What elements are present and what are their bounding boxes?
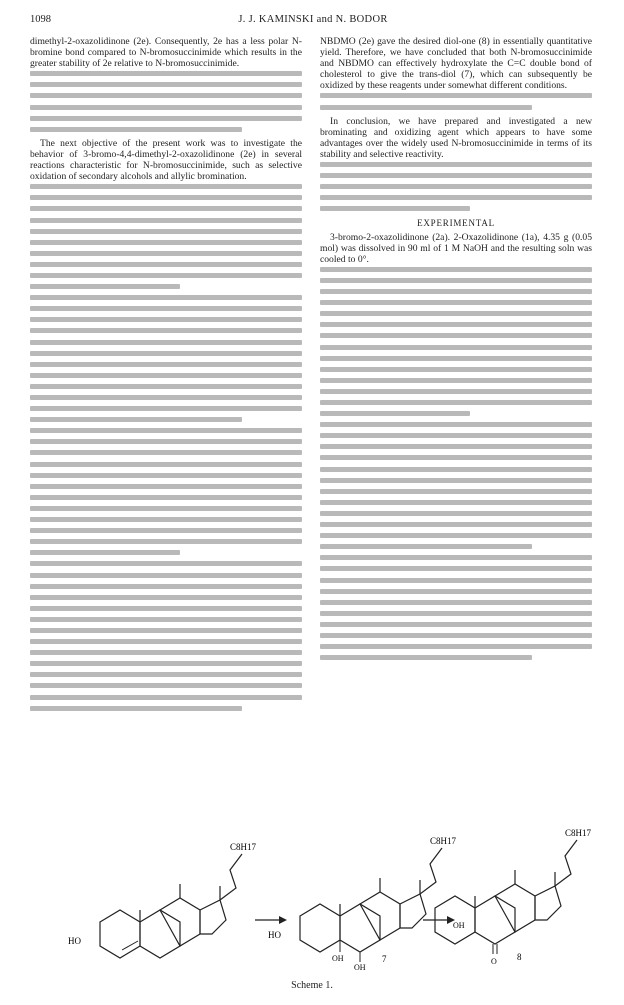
page-number: 1098 <box>30 14 51 25</box>
right-paragraph-1: NBDMO (2e) gave the desired diol-one (8) in essentially quantitative yield. Therefore, we have concluded that both N-bromosuccinimide and NBDMO can effectively hydroxylate the C=C double bond of cholesterol to give the trans-diol (7), which can subsequently be oxidized by these reagents under somewhat different conditions. <box>320 36 592 92</box>
left-paragraph-2: The next objective of the present work was to investigate the behavior of 3-bromo-4,4-dimethyl-2-oxazolidinone (2e) in several reactions characteristic for N-bromosuccinimide, such as selective oxidation of secondary alcohols and allylic bromination. <box>30 137 302 183</box>
diol-one-structure-8 <box>435 828 592 966</box>
right-paragraph-1-remainder <box>320 93 592 109</box>
label-o-8: O <box>491 957 497 966</box>
compound-number-7: 7 <box>382 954 387 964</box>
label-oh-8: OH <box>453 921 465 930</box>
label-oh-7b: OH <box>354 963 366 972</box>
experimental-remainder <box>320 267 592 660</box>
substituent-label-2: C8H17 <box>430 836 457 846</box>
left-column <box>30 36 302 717</box>
right-column <box>320 36 592 666</box>
left-paragraph-1: dimethyl-2-oxazolidinone (2e). Consequently, 2e has a less polar N-bromine bond compared to N-bromosuccinimide which results in the greater stability of 2e relative to N-bromosuccinimide. <box>30 36 302 70</box>
label-ho-7: HO <box>268 930 281 940</box>
experimental-paragraph-1: 3-bromo-2-oxazolidinone (2a). 2-Oxazolidinone (1a), 4.35 g (0.05 mol) was dissolved in 90 ml of 1 M NaOH and the resulting soln was cooled to 0°. <box>320 231 592 265</box>
compound-number-8: 8 <box>517 952 522 962</box>
substituent-label-1: C8H17 <box>230 842 257 852</box>
label-oh-7a: OH <box>332 954 344 963</box>
page-header <box>30 14 596 32</box>
label-ho: HO <box>68 936 81 946</box>
running-head-authors: J. J. KAMINSKI and N. BODOR <box>238 14 388 25</box>
cholesterol-structure <box>68 842 257 958</box>
reaction-arrow-2 <box>423 916 455 924</box>
right-paragraph-2: In conclusion, we have prepared and investigated a new brominating and oxidizing agent which appears to have some advantages over the widely used N-bromosuccinimide in terms of its stability and selective reactivity. <box>320 115 592 160</box>
scheme-caption: Scheme 1. <box>291 980 333 991</box>
reaction-arrow-1 <box>255 916 287 924</box>
right-paragraph-2-remainder <box>320 162 592 211</box>
left-paragraph-1-remainder <box>30 71 302 131</box>
scheme-1-diagram <box>68 792 592 972</box>
substituent-label-3: C8H17 <box>565 828 592 838</box>
left-body-remainder <box>30 184 302 710</box>
experimental-heading: EXPERIMENTAL <box>417 217 495 228</box>
triol-structure-7 <box>268 836 457 972</box>
